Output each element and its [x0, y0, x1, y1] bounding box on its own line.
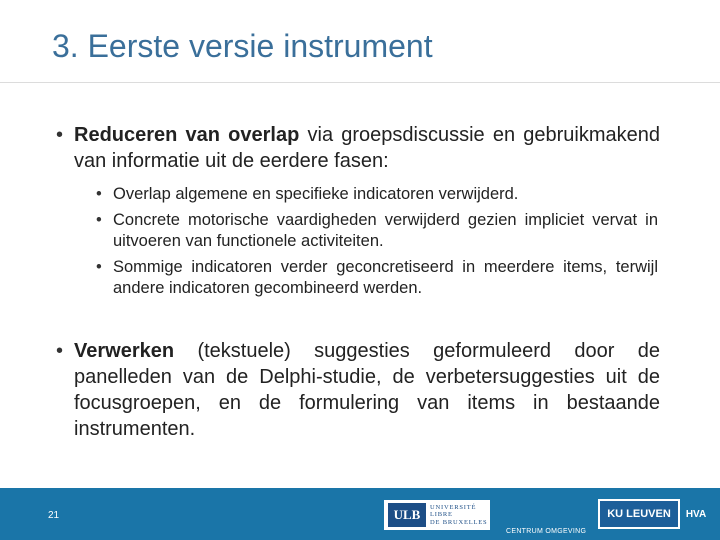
page-number: 21: [48, 510, 60, 521]
bullet-reduceren: [56, 122, 660, 174]
bullet-text: (tekstuele) suggesties geformuleerd door de panelleden van de Delphi-studie, de verbetersuggesties uit de focusgroepen, en de formulering van items in bestaande instrumenten.: [74, 340, 660, 440]
sub-bullet-item: • Sommige indicatoren verder geconcretiseerd in meerdere items, terwijl andere indicatoren gecombineerd werden.: [96, 257, 658, 299]
title-divider: [0, 82, 720, 83]
ulb-logo-text: [430, 504, 487, 527]
ulb-text-line: LIBRE: [430, 511, 453, 519]
sub-bullet-item: • Concrete motorische vaardigheden verwijderd gezien impliciet vervat in uitvoeren van functionele activiteiten.: [96, 210, 658, 252]
slide-content: [56, 122, 660, 442]
ulb-logo-mark: ULB: [388, 503, 426, 527]
ulb-text-line: DE BRUXELLES: [430, 518, 488, 526]
footer-bar: [0, 488, 720, 540]
bullet-bold-text: Verwerken: [74, 340, 175, 362]
centrum-omgeving-label: CENTRUM OMGEVING: [506, 528, 587, 535]
bullet-verwerken: [56, 338, 660, 442]
slide-title: 3. Eerste versie instrument: [52, 28, 433, 64]
ulb-text-line: UNIVERSITÉ: [430, 503, 477, 511]
hva-logo: HVA: [681, 499, 711, 529]
ku-leuven-logo: KU LEUVEN: [598, 499, 680, 529]
sub-bullet-item: • Overlap algemene en specifieke indicatoren verwijderd.: [96, 184, 658, 205]
bullet-text: via groepsdiscussie en gebruikmakend van informatie uit de eerdere fasen:: [74, 124, 660, 172]
sub-bullet-list: [96, 184, 658, 299]
ulb-logo: [384, 500, 490, 530]
bullet-bold-text: Reduceren van overlap: [74, 124, 300, 146]
